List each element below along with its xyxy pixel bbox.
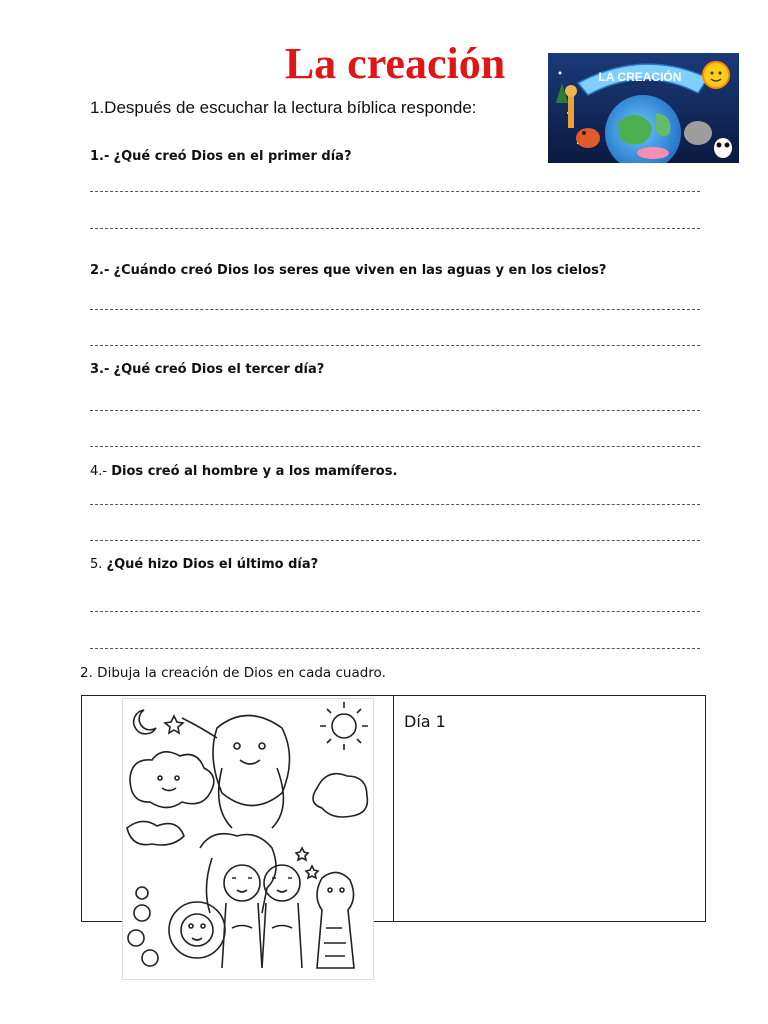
creation-banner-image xyxy=(548,53,739,163)
instruction-1: 1.Después de escuchar la lectura bíblica responde: xyxy=(90,98,477,117)
question-1: 1.- ¿Qué creó Dios en el primer día? xyxy=(90,149,352,164)
answer-line[interactable] xyxy=(90,648,700,649)
answer-line[interactable] xyxy=(90,191,700,192)
banner-text: LA CREACIÓN xyxy=(598,70,682,84)
answer-line[interactable] xyxy=(90,611,700,612)
coloring-page-image xyxy=(122,698,374,980)
answer-line[interactable] xyxy=(90,540,700,541)
question-4: 4.- Dios creó al hombre y a los mamíferos. xyxy=(90,464,398,479)
answer-line[interactable] xyxy=(90,504,700,505)
answer-line[interactable] xyxy=(90,446,700,447)
question-5: 5. ¿Qué hizo Dios el último día? xyxy=(90,557,319,572)
instruction-2: 2. Dibuja la creación de Dios en cada cuadro. xyxy=(80,665,386,681)
day-label: Día 1 xyxy=(404,712,446,731)
page-title: La creación xyxy=(284,39,506,88)
answer-line[interactable] xyxy=(90,228,700,229)
answer-line[interactable] xyxy=(90,345,700,346)
answer-line[interactable] xyxy=(90,410,700,411)
question-2: 2.- ¿Cuándo creó Dios los seres que viven en las aguas y en los cielos? xyxy=(90,263,607,278)
drawing-area[interactable] xyxy=(394,696,705,921)
answer-line[interactable] xyxy=(90,309,700,310)
question-3: 3.- ¿Qué creó Dios el tercer día? xyxy=(90,362,325,377)
